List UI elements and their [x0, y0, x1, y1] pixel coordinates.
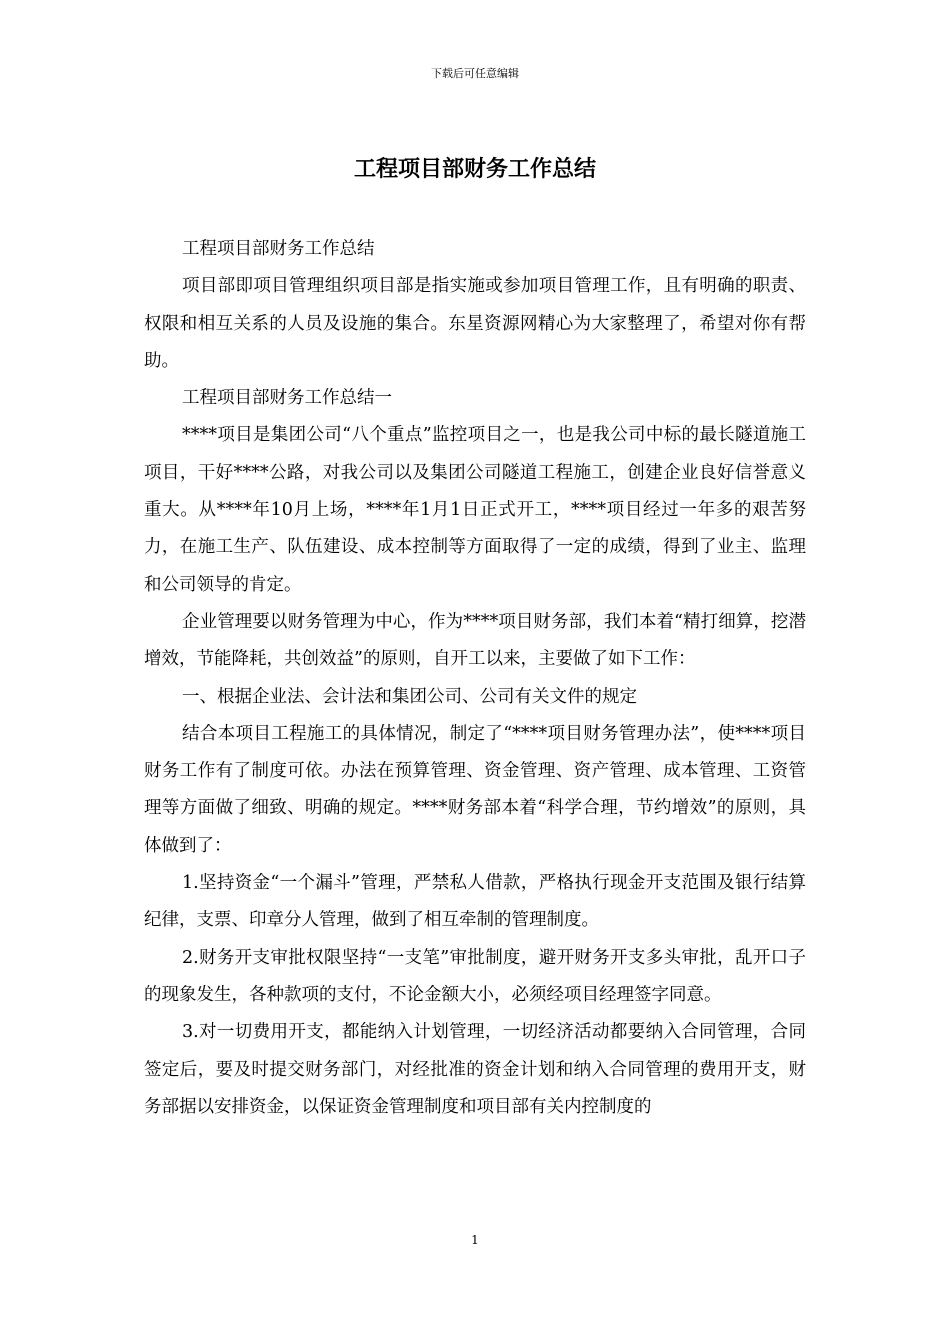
paragraph: 项目部即项目管理组织项目部是指实施或参加项目管理工作，且有明确的职责、权限和相互关系的人员及设施的集合。东星资源网精心为大家整理了，希望对你有帮助。	[144, 276, 806, 371]
paragraph: 1.坚持资金“一个漏斗”管理，严禁私人借款，严格执行现金开支范围及银行结算纪律，支票、印章分人管理，做到了相互牵制的管理制度。	[144, 873, 806, 931]
document-title: 工程项目部财务工作总结	[353, 157, 596, 182]
paragraph: ****项目是集团公司“八个重点”监控项目之一，也是我公司中标的最长隧道施工项目，干好****公路，对我公司以及集团公司隧道工程施工，创建企业良好信誉意义重大。从****年10月上场，****年1月1日正式开工，****项目经过一年多的艰苦努力，在施工生产、队伍建设、成本控制等方面取得了一定的成绩，得到了业主、监理和公司领导的肯定。	[144, 425, 806, 595]
page-number: 1	[471, 1233, 479, 1247]
header-note: 下载后可任意编辑	[431, 67, 519, 80]
paragraph: 一、根据企业法、会计法和集团公司、公司有关文件的规定	[182, 686, 637, 707]
paragraph: 工程项目部财务工作总结一	[182, 388, 392, 409]
paragraph: 工程项目部财务工作总结	[182, 239, 375, 259]
paragraph: 2.财务开支审批权限坚持“一支笔”审批制度，避开财务开支多头审批，乱开口子的现象发生，各种款项的支付，不论金额大小，必须经项目经理签字同意。	[144, 947, 806, 1005]
paragraph: 结合本项目工程施工的具体情况，制定了“****项目财务管理办法”，使****项目财务工作有了制度可依。办法在预算管理、资金管理、资产管理、成本管理、工资管理等方面做了细致、明确的规定。****财务部本着“科学合理，节约增效”的原则，具体做到了：	[144, 723, 806, 856]
paragraph: 企业管理要以财务管理为中心，作为****项目财务部，我们本着“精打细算，挖潜增效，节能降耗，共创效益”的原则，自开工以来，主要做了如下工作：	[144, 611, 806, 670]
paragraph: 3.对一切费用开支，都能纳入计划管理，一切经济活动都要纳入合同管理，合同签定后，要及时提交财务部门，对经批准的资金计划和纳入合同管理的费用开支，财务部据以安排资金，以保证资金管理制度和项目部有关内控制度的	[144, 1022, 806, 1117]
document-body	[144, 231, 806, 1126]
